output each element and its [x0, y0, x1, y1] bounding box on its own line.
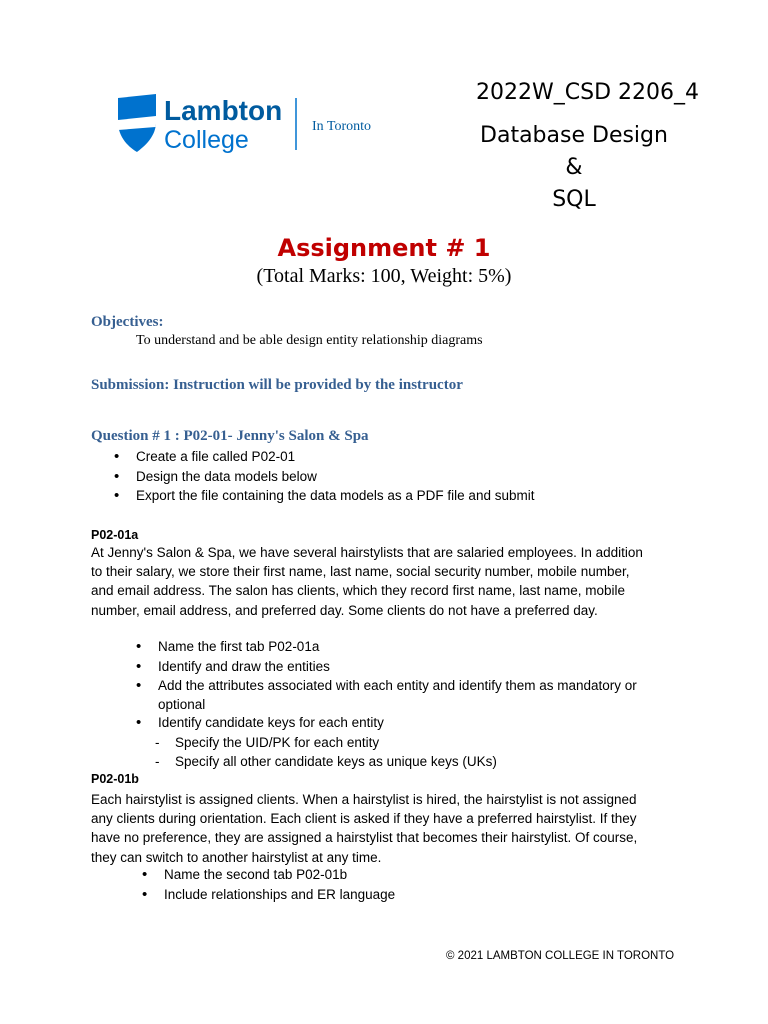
assignment-title: Assignment # 1: [277, 234, 491, 262]
list-item: • Add the attributes associated with each entity and identify them as mandatory or: [158, 676, 637, 696]
list-item: • Name the second tab P02-01b: [164, 865, 395, 885]
footer-copyright: © 2021 LAMBTON COLLEGE IN TORONTO: [446, 950, 675, 962]
paragraph-line: have no preference, they are assigned a hairstylist that becomes their hairstylist. Of course,: [91, 830, 638, 846]
list-item: - Specify the UID/PK for each entity: [175, 733, 497, 752]
list-item: • Design the data models below: [136, 467, 534, 487]
p02-01a-bullet-list-2: [158, 713, 384, 733]
question-bullet-list: [136, 447, 534, 506]
list-item: • Identify and draw the entities: [158, 657, 637, 677]
svg-text:Lambton: Lambton: [164, 95, 283, 126]
objectives-text: To understand and be able design entity relationship diagrams: [136, 333, 483, 348]
objectives-heading: Objectives:: [91, 314, 164, 330]
p02-01b-bullet-list: [164, 865, 395, 904]
paragraph-line: Each hairstylist is assigned clients. When a hairstylist is hired, the hairstylist is not assigned: [91, 792, 637, 807]
course-title-line-2: SQL: [552, 187, 596, 212]
paragraph-line: At Jenny's Salon & Spa, we have several hairstylists that are salaried employees. In addition: [91, 545, 643, 560]
p02-01b-paragraph: [91, 790, 691, 867]
lambton-college-logo: [116, 92, 396, 156]
course-title: [474, 120, 674, 216]
p02-01a-sub-list: [175, 733, 497, 771]
svg-text:In Toronto: In Toronto: [312, 119, 372, 134]
question-heading: Question # 1 : P02-01- Jenny's Salon & Spa: [91, 428, 369, 444]
p02-01a-bullet-list: [158, 637, 637, 696]
course-title-line-1: Database Design &: [480, 123, 668, 180]
p02-01a-heading: P02-01a: [91, 528, 139, 542]
paragraph-line: and email address. The salon has clients, which they record first name, last name, mobile: [91, 583, 626, 599]
assignment-subtitle: (Total Marks: 100, Weight: 5%): [256, 265, 512, 287]
bullet-continuation: optional: [158, 697, 206, 712]
p02-01a-paragraph: [91, 543, 691, 620]
list-item: • Identify candidate keys for each entity: [158, 713, 384, 733]
submission-heading: Submission: Instruction will be provided by the instructor: [91, 377, 463, 393]
list-item: • Include relationships and ER language: [164, 885, 395, 905]
list-item: • Export the file containing the data models as a PDF file and submit: [136, 486, 534, 506]
list-item: • Create a file called P02-01: [136, 447, 534, 467]
paragraph-line: number, email address, and preferred day. Some clients do not have a preferred day.: [91, 602, 598, 618]
svg-text:College: College: [164, 126, 249, 154]
list-item: - Specify all other candidate keys as unique keys (UKs): [175, 752, 497, 771]
paragraph-line: any clients during orientation. Each client is asked if they have a preferred hairstylist. If they: [91, 811, 637, 827]
paragraph-line: to their salary, we store their first name, last name, social security number, mobile number,: [91, 564, 630, 580]
list-item: • Name the first tab P02-01a: [158, 637, 637, 657]
paragraph-line: they can switch to another hairstylist at any time.: [91, 849, 382, 865]
course-code: 2022W_CSD 2206_4: [476, 80, 699, 105]
p02-01b-heading: P02-01b: [91, 772, 139, 786]
